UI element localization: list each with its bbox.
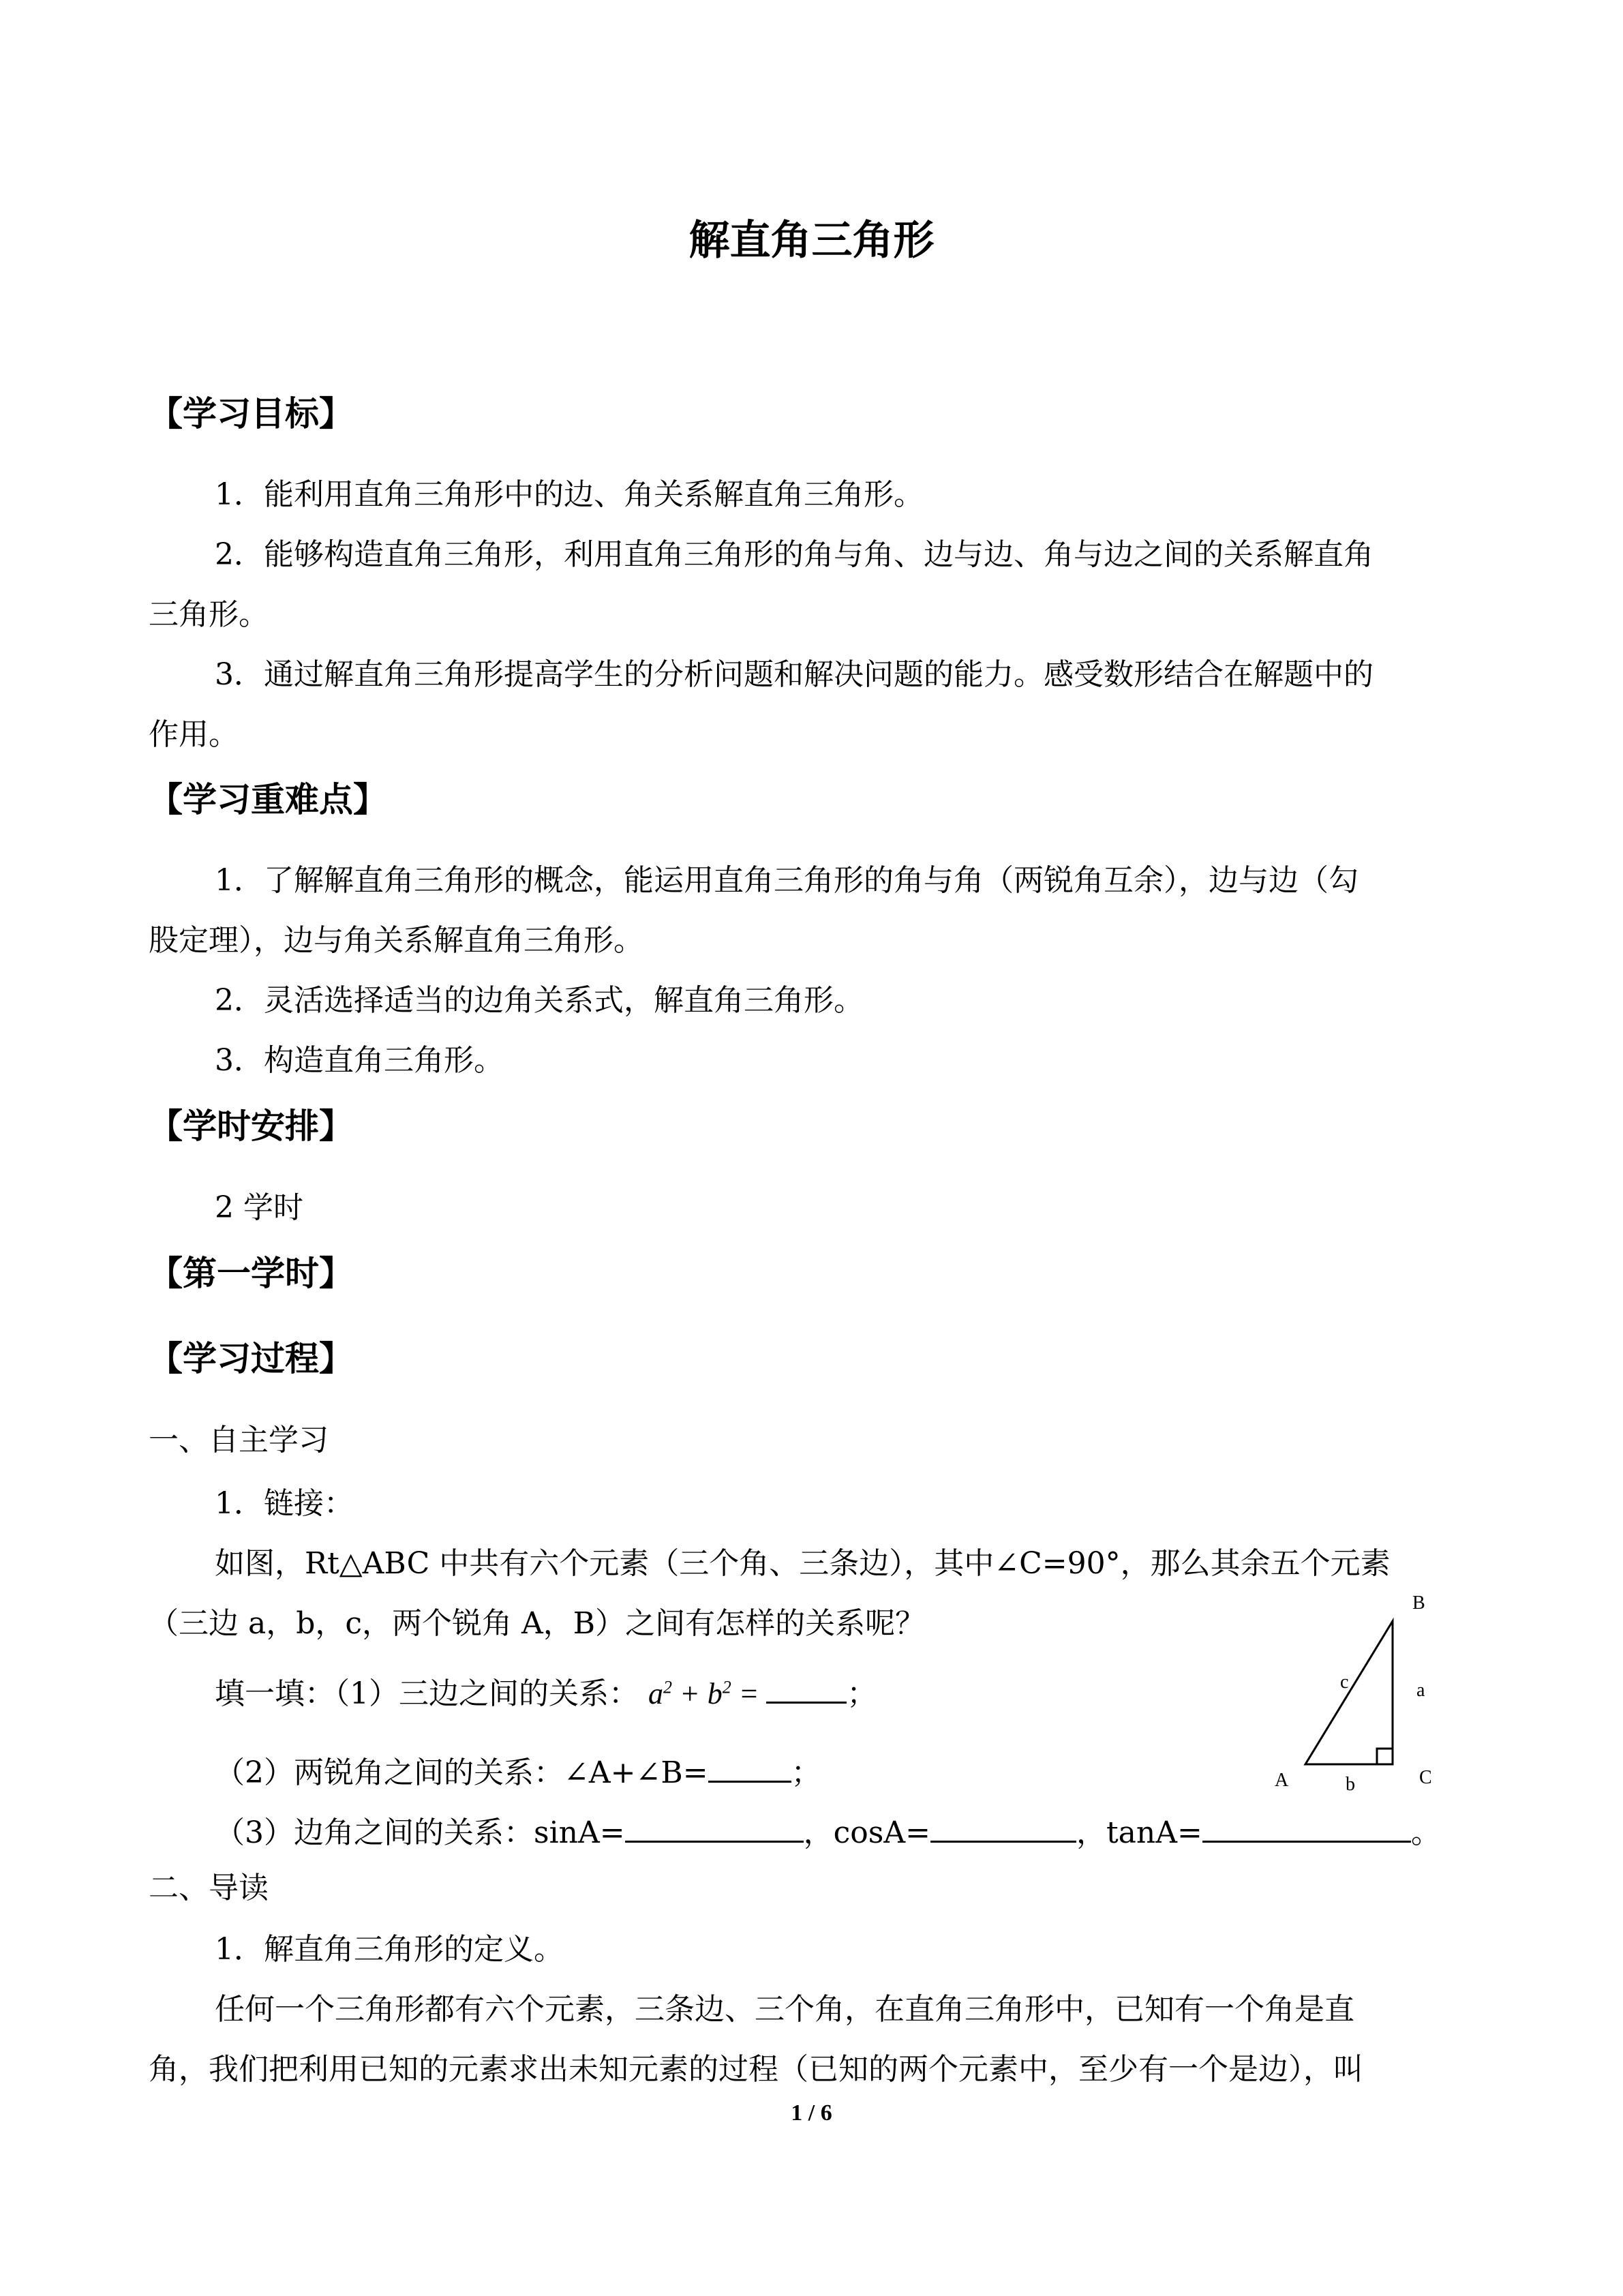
key-point-1-line-1: 1．了解解直角三角形的概念，能运用直角三角形的角与角（两锐角互余），边与边（勾 <box>215 863 1359 898</box>
page-number: 1 / 6 <box>791 2100 832 2126</box>
fill-item-3: （3）边角之间的关系：sinA= ，cosA= ，tanA= 。 <box>215 1811 1441 1854</box>
page-title: 解直角三角形 <box>688 217 935 265</box>
triangle-outline <box>1305 1621 1393 1764</box>
key-point-1-line-2: 股定理），边与角关系解直角三角形。 <box>149 923 643 958</box>
vertex-label-a: A <box>1275 1770 1289 1791</box>
link-label: 1．链接： <box>215 1486 354 1521</box>
key-point-2: 2．灵活选择适当的边角关系式，解直角三角形。 <box>215 983 864 1018</box>
answer-blank-sin[interactable] <box>625 1811 804 1843</box>
right-angle-marker <box>1377 1749 1393 1764</box>
section-heading-goals: 【学习目标】 <box>149 394 353 434</box>
goal-item-2-line-1: 2．能够构造直角三角形，利用直角三角形的角与角、边与边、角与边之间的关系解直角 <box>215 537 1374 572</box>
answer-blank-cos[interactable] <box>930 1811 1076 1843</box>
answer-blank-2[interactable] <box>708 1751 791 1783</box>
vertex-label-b: B <box>1412 1592 1425 1614</box>
vertex-label-c: C <box>1419 1767 1432 1788</box>
definition-line-2: 角，我们把利用已知的元素求出未知元素的过程（已知的两个元素中，至少有一个是边），叫 <box>149 2052 1363 2087</box>
fill-item-2: （2）两锐角之间的关系：∠A+∠B= ； <box>215 1751 821 1794</box>
right-triangle-figure <box>1254 1582 1459 1807</box>
side-label-b: b <box>1346 1774 1355 1795</box>
goal-item-3-line-1: 3．通过解直角三角形提高学生的分析问题和解决问题的能力。感受数形结合在解题中的 <box>215 657 1374 692</box>
section-heading-first-period: 【第一学时】 <box>149 1254 353 1293</box>
goal-item-1: 1．能利用直角三角形中的边、角关系解直角三角形。 <box>215 477 924 512</box>
part-2-heading: 二、导读 <box>149 1871 269 1905</box>
section-heading-key-points: 【学习重难点】 <box>149 780 387 819</box>
answer-blank-1[interactable] <box>766 1672 847 1704</box>
part-1-heading: 一、自主学习 <box>149 1423 329 1457</box>
schedule-text: 2 学时 <box>215 1190 303 1225</box>
definition-line-1: 任何一个三角形都有六个元素，三条边、三个角，在直角三角形中，已知有一个角是直 <box>215 1992 1354 2027</box>
section-heading-process: 【学习过程】 <box>149 1339 353 1378</box>
definition-title: 1．解直角三角形的定义。 <box>215 1932 564 1967</box>
goal-item-3-line-2: 作用。 <box>149 717 239 752</box>
side-label-a: a <box>1416 1680 1425 1701</box>
answer-blank-tan[interactable] <box>1202 1811 1411 1843</box>
section-heading-schedule: 【学时安排】 <box>149 1106 353 1146</box>
pythagorean-formula: $a^2 + b^2$ = <box>648 1677 767 1710</box>
side-label-c: c <box>1340 1672 1349 1693</box>
fill-item-1: 填一填：（1）三边之间的关系： $a^2 + b^2$ = ； <box>215 1672 877 1715</box>
intro-line-1: 如图，Rt△ABC 中共有六个元素（三个角、三条边），其中∠C=90°，那么其余五个元素 <box>215 1546 1391 1581</box>
goal-item-2-line-2: 三角形。 <box>149 597 269 632</box>
key-point-3: 3．构造直角三角形。 <box>215 1043 504 1078</box>
fill-item-1-prefix: 填一填：（1）三边之间的关系： <box>215 1676 639 1711</box>
intro-line-2: （三边 a，b，c，两个锐角 A，B）之间有怎样的关系呢？ <box>149 1606 926 1641</box>
